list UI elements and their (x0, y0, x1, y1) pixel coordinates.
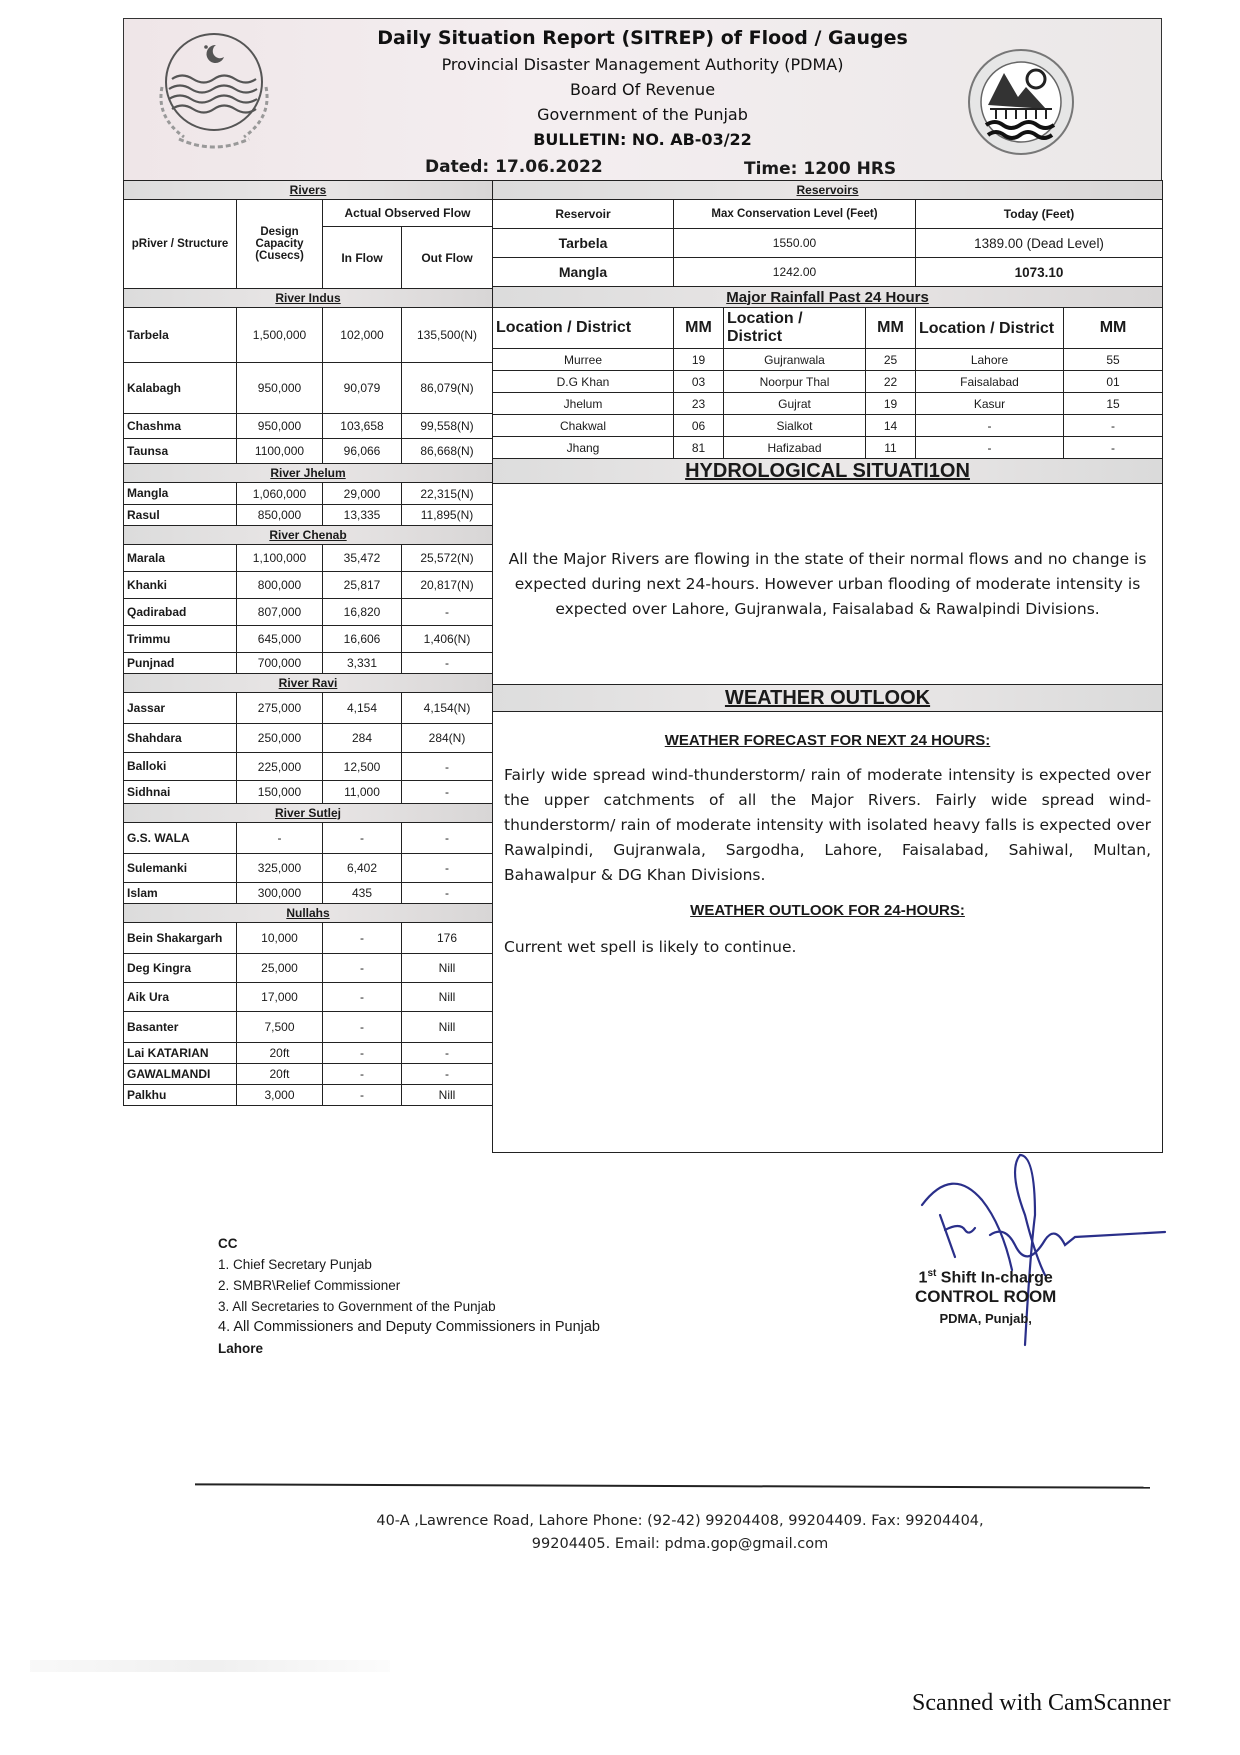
structure-name: Sidhnai (124, 781, 237, 804)
structure-name: Palkhu (124, 1085, 237, 1106)
structure-name: Balloki (124, 753, 237, 781)
design-capacity: 325,000 (237, 854, 323, 883)
inflow: 3,331 (323, 653, 402, 674)
cc-city: Lahore (218, 1341, 264, 1356)
reservoir-max: 1550.00 (674, 229, 916, 258)
design-capacity: 275,000 (237, 693, 323, 724)
rainfall-mm: - (1064, 437, 1163, 459)
structure-name: Aik Ura (124, 983, 237, 1012)
rainfall-location: Kasur (916, 393, 1064, 415)
rainfall-location: Gujranwala (724, 349, 866, 371)
inflow: 12,500 (323, 753, 402, 781)
column-today: Today (Feet) (916, 200, 1163, 229)
forecast-heading: WEATHER FORECAST FOR NEXT 24 HOURS: (664, 732, 991, 749)
river-group-title: Nullahs (124, 904, 493, 923)
structure-name: Qadirabad (124, 599, 237, 626)
outflow: 135,500(N) (402, 308, 493, 363)
river-row (124, 626, 493, 653)
column-mm-2: MM (866, 308, 916, 349)
inflow: 4,154 (323, 693, 402, 724)
design-capacity: 800,000 (237, 572, 323, 599)
weather-panel (493, 712, 1163, 1153)
river-row (124, 572, 493, 599)
hydrological-title: HYDROLOGICAL SITUATI1ON (493, 459, 1163, 484)
design-capacity: - (237, 823, 323, 854)
rainfall-mm: 01 (1064, 371, 1163, 393)
reservoir-max: 1242.00 (674, 258, 916, 287)
design-capacity: 10,000 (237, 923, 323, 954)
design-capacity: 1100,000 (237, 439, 323, 464)
rainfall-location: Noorpur Thal (724, 371, 866, 393)
structure-name: Rasul (124, 505, 237, 526)
inflow: - (323, 983, 402, 1012)
outflow: - (402, 653, 493, 674)
river-row (124, 439, 493, 464)
camscanner-watermark: Scanned with CamScanner (912, 1690, 1171, 1716)
river-row (124, 983, 493, 1012)
government-name: Government of the Punjab (537, 105, 748, 124)
reservoirs-title: Reservoirs (493, 181, 1163, 200)
outflow: 99,558(N) (402, 414, 493, 439)
cc-title: CC (218, 1236, 238, 1251)
structure-name: Jassar (124, 693, 237, 724)
design-capacity: 250,000 (237, 724, 323, 753)
outflow: 284(N) (402, 724, 493, 753)
river-row (124, 1012, 493, 1043)
report-date: Dated: 17.06.2022 (425, 157, 603, 177)
outflow: - (402, 781, 493, 804)
design-capacity: 1,100,000 (237, 545, 323, 572)
rainfall-mm: 03 (674, 371, 724, 393)
weather-outlook-title: WEATHER OUTLOOK (493, 685, 1163, 712)
inflow: 16,606 (323, 626, 402, 653)
rainfall-mm: 11 (866, 437, 916, 459)
outflow: 86,079(N) (402, 363, 493, 414)
inflow: 90,079 (323, 363, 402, 414)
rainfall-row (493, 415, 1163, 437)
outlook-heading: WEATHER OUTLOOK FOR 24-HOURS: (690, 902, 965, 919)
inflow: 11,000 (323, 781, 402, 804)
design-capacity: 1,060,000 (237, 483, 323, 505)
footer-line-2: 99204405. Email: pdma.gop@gmail.com (531, 1536, 829, 1552)
cc-item: 2. SMBR\Relief Commissioner (218, 1278, 401, 1293)
rainfall-location: Lahore (916, 349, 1064, 371)
column-reservoir: Reservoir (493, 200, 674, 229)
river-group-title: River Chenab (124, 526, 493, 545)
column-inflow: In Flow (323, 227, 402, 289)
river-row (124, 1085, 493, 1106)
pdma-seal-icon (966, 47, 1076, 157)
outflow: - (402, 854, 493, 883)
report-header (123, 18, 1162, 180)
outflow: - (402, 1064, 493, 1085)
rainfall-mm: 19 (866, 393, 916, 415)
column-outflow: Out Flow (402, 227, 493, 289)
cc-item: 1. Chief Secretary Punjab (218, 1257, 372, 1272)
rainfall-mm: 81 (674, 437, 724, 459)
rainfall-row (493, 437, 1163, 459)
design-capacity: 25,000 (237, 954, 323, 983)
outflow: Nill (402, 954, 493, 983)
inflow: 35,472 (323, 545, 402, 572)
rainfall-mm: 06 (674, 415, 724, 437)
column-max-conservation: Max Conservation Level (Feet) (674, 200, 916, 229)
river-group-title: River Sutlej (124, 804, 493, 823)
cc-item: 4. All Commissioners and Deputy Commissioners in Punjab (218, 1319, 600, 1335)
column-actual-flow: Actual Observed Flow (323, 200, 493, 227)
design-capacity: 850,000 (237, 505, 323, 526)
river-group-title: River Ravi (124, 674, 493, 693)
reservoir-row (493, 258, 1163, 287)
outflow: - (402, 1043, 493, 1064)
river-group-title: River Jhelum (124, 464, 493, 483)
structure-name: Mangla (124, 483, 237, 505)
river-row (124, 854, 493, 883)
reservoir-today: 1389.00 (Dead Level) (916, 229, 1163, 258)
structure-name: G.S. WALA (124, 823, 237, 854)
signatory-office: CONTROL ROOM (915, 1287, 1057, 1307)
outflow: Nill (402, 983, 493, 1012)
river-row (124, 724, 493, 753)
signatory-org: PDMA, Punjab, (939, 1311, 1032, 1327)
design-capacity: 3,000 (237, 1085, 323, 1106)
outflow: Nill (402, 1085, 493, 1106)
inflow: 435 (323, 883, 402, 904)
river-row (124, 823, 493, 854)
design-capacity: 950,000 (237, 363, 323, 414)
inflow: 29,000 (323, 483, 402, 505)
report-title: Daily Situation Report (SITREP) of Flood / Gauges (377, 27, 908, 49)
outflow: 25,572(N) (402, 545, 493, 572)
inflow: 16,820 (323, 599, 402, 626)
outflow: 22,315(N) (402, 483, 493, 505)
outflow: 4,154(N) (402, 693, 493, 724)
footer-address (190, 1510, 1170, 1556)
inflow: 284 (323, 724, 402, 753)
river-row (124, 483, 493, 505)
inflow: - (323, 954, 402, 983)
reservoir-row (493, 229, 1163, 258)
outflow: 20,817(N) (402, 572, 493, 599)
rivers-title: Rivers (124, 181, 493, 200)
structure-name: Bein Shakargarh (124, 923, 237, 954)
signatory-title: 1st Shift In-charge (918, 1268, 1053, 1287)
rainfall-location: - (916, 415, 1064, 437)
structure-name: Kalabagh (124, 363, 237, 414)
river-row (124, 923, 493, 954)
outflow: - (402, 823, 493, 854)
inflow: 103,658 (323, 414, 402, 439)
reservoir-name: Tarbela (493, 229, 674, 258)
right-panel-table (492, 180, 1163, 1153)
inflow: - (323, 1012, 402, 1043)
design-capacity: 20ft (237, 1043, 323, 1064)
rainfall-location: - (916, 437, 1064, 459)
structure-name: Sulemanki (124, 854, 237, 883)
design-capacity: 7,500 (237, 1012, 323, 1043)
forecast-text: Fairly wide spread wind-thunderstorm/ rain of moderate intensity is expected over the upper catchments of all the Major Rivers. Fairly wide spread wind-thunderstorm/ rain of moderate intensity with isolated heavy falls is expected over Rawalpindi, Gujranwala, Sargodha, Lahore, Faisalabad, Sahiwal, Multan, Bahawalpur & DG Khan Divisions. (504, 766, 1152, 884)
footer-line-1: 40-A ,Lawrence Road, Lahore Phone: (92-42) 99204408, 99204409. Fax: 99204404, (376, 1513, 984, 1529)
column-location-1: Location / District (493, 308, 674, 349)
rainfall-mm: 25 (866, 349, 916, 371)
scan-smudge (30, 1660, 390, 1672)
cc-item: 3. All Secretaries to Government of the Punjab (218, 1299, 496, 1314)
rainfall-location: Jhelum (493, 393, 674, 415)
inflow: 13,335 (323, 505, 402, 526)
column-mm-1: MM (674, 308, 724, 349)
rainfall-row (493, 371, 1163, 393)
signature-block (915, 1268, 1056, 1326)
outflow: 86,668(N) (402, 439, 493, 464)
rainfall-location: Gujrat (724, 393, 866, 415)
outflow: 1,406(N) (402, 626, 493, 653)
column-design-capacity: Design Capacity (Cusecs) (237, 200, 323, 289)
river-row (124, 363, 493, 414)
design-capacity: 1,500,000 (237, 308, 323, 363)
structure-name: Islam (124, 883, 237, 904)
rainfall-mm: 22 (866, 371, 916, 393)
design-capacity: 17,000 (237, 983, 323, 1012)
rainfall-mm: - (1064, 415, 1163, 437)
outlook-text: Current wet spell is likely to continue. (504, 938, 797, 956)
inflow: - (323, 1085, 402, 1106)
river-row (124, 954, 493, 983)
design-capacity: 807,000 (237, 599, 323, 626)
river-row (124, 653, 493, 674)
outflow: Nill (402, 1012, 493, 1043)
inflow: 102,000 (323, 308, 402, 363)
structure-name: Punjnad (124, 653, 237, 674)
rivers-table (123, 180, 493, 1106)
inflow: 96,066 (323, 439, 402, 464)
outflow: - (402, 883, 493, 904)
outflow: 176 (402, 923, 493, 954)
rainfall-mm: 19 (674, 349, 724, 371)
structure-name: Chashma (124, 414, 237, 439)
structure-name: Marala (124, 545, 237, 572)
reservoir-name: Mangla (493, 258, 674, 287)
hydrological-text: All the Major Rivers are flowing in the state of their normal flows and no change is expected during next 24-hours. However urban flooding of moderate intensity is expected over Lahore, Gujranwala, Faisalabad & Rawalpindi Divisions. (493, 484, 1163, 685)
river-row (124, 781, 493, 804)
rainfall-mm: 55 (1064, 349, 1163, 371)
inflow: - (323, 823, 402, 854)
rainfall-title: Major Rainfall Past 24 Hours (493, 287, 1163, 308)
column-structure: pRiver / Structure (124, 200, 237, 289)
river-row (124, 883, 493, 904)
bulletin-number: BULLETIN: NO. AB-03/22 (533, 130, 752, 149)
river-row (124, 545, 493, 572)
organization-name: Provincial Disaster Management Authority (PDMA) (441, 55, 844, 74)
outflow: - (402, 753, 493, 781)
river-row (124, 505, 493, 526)
outflow: 11,895(N) (402, 505, 493, 526)
rainfall-row (493, 393, 1163, 415)
river-row (124, 1043, 493, 1064)
report-time: Time: 1200 HRS (744, 159, 897, 179)
rainfall-mm: 15 (1064, 393, 1163, 415)
design-capacity: 20ft (237, 1064, 323, 1085)
inflow: 6,402 (323, 854, 402, 883)
structure-name: Shahdara (124, 724, 237, 753)
structure-name: Deg Kingra (124, 954, 237, 983)
inflow: 25,817 (323, 572, 402, 599)
column-location-2: Location / District (724, 308, 866, 349)
rainfall-mm: 23 (674, 393, 724, 415)
river-row (124, 599, 493, 626)
structure-name: Basanter (124, 1012, 237, 1043)
structure-name: Tarbela (124, 308, 237, 363)
column-location-3: Location / District (916, 308, 1064, 349)
rainfall-location: Murree (493, 349, 674, 371)
river-group-title: River Indus (124, 289, 493, 308)
outflow: - (402, 599, 493, 626)
rainfall-location: Faisalabad (916, 371, 1064, 393)
footer-divider (195, 1483, 1150, 1488)
structure-name: GAWALMANDI (124, 1064, 237, 1085)
river-row (124, 414, 493, 439)
rainfall-location: D.G Khan (493, 371, 674, 393)
structure-name: Lai KATARIAN (124, 1043, 237, 1064)
rainfall-row (493, 349, 1163, 371)
inflow: - (323, 923, 402, 954)
river-row (124, 693, 493, 724)
inflow: - (323, 1043, 402, 1064)
rainfall-location: Hafizabad (724, 437, 866, 459)
cc-list (218, 1233, 600, 1359)
rainfall-location: Jhang (493, 437, 674, 459)
rainfall-location: Sialkot (724, 415, 866, 437)
design-capacity: 645,000 (237, 626, 323, 653)
river-row (124, 308, 493, 363)
structure-name: Taunsa (124, 439, 237, 464)
rainfall-mm: 14 (866, 415, 916, 437)
reservoir-today: 1073.10 (916, 258, 1163, 287)
design-capacity: 700,000 (237, 653, 323, 674)
design-capacity: 150,000 (237, 781, 323, 804)
river-row (124, 753, 493, 781)
board-name: Board Of Revenue (569, 80, 716, 99)
structure-name: Khanki (124, 572, 237, 599)
design-capacity: 225,000 (237, 753, 323, 781)
design-capacity: 950,000 (237, 414, 323, 439)
design-capacity: 300,000 (237, 883, 323, 904)
inflow: - (323, 1064, 402, 1085)
river-row (124, 1064, 493, 1085)
rainfall-location: Chakwal (493, 415, 674, 437)
column-mm-3: MM (1064, 308, 1163, 349)
signature-icon (900, 1150, 1180, 1360)
structure-name: Trimmu (124, 626, 237, 653)
